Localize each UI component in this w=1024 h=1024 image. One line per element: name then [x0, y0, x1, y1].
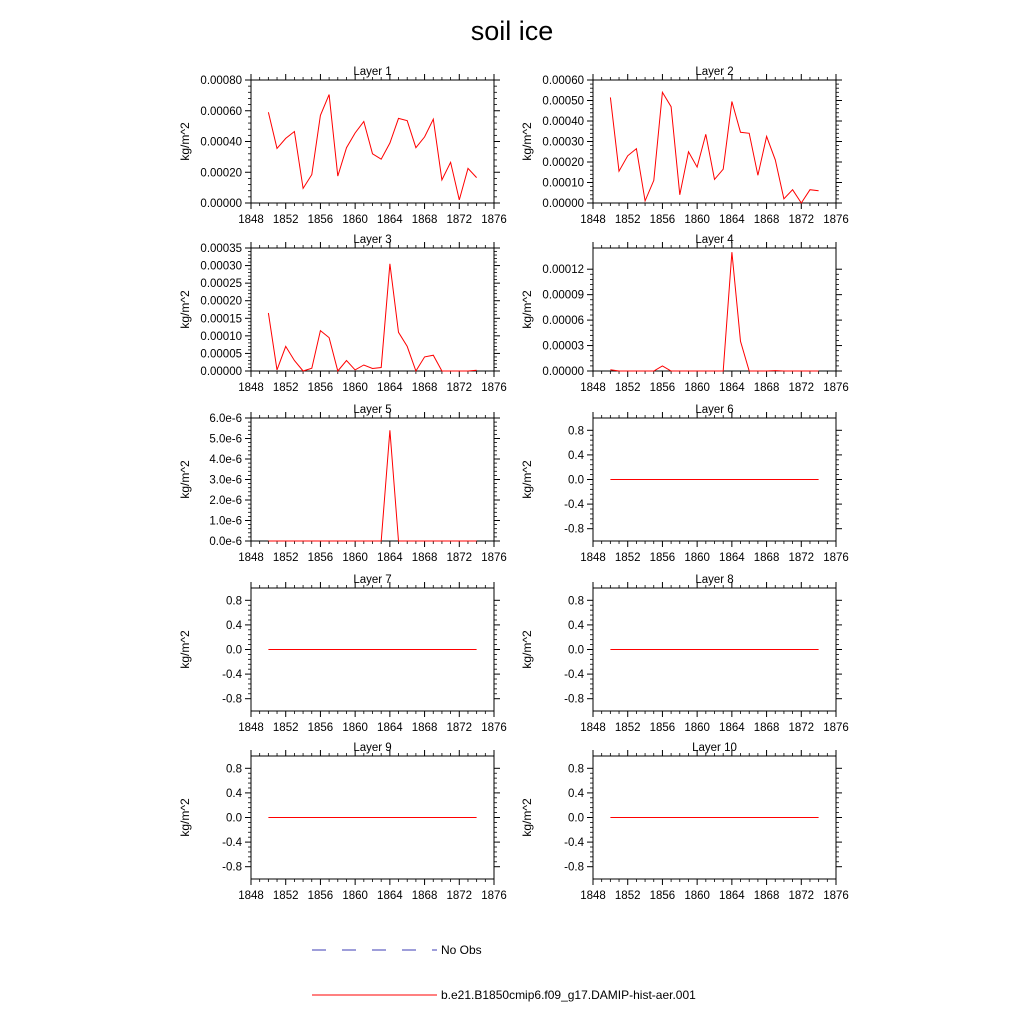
panel-layer-9	[178, 742, 507, 902]
y-tick-label: 0.4	[568, 619, 584, 632]
x-tick-label: 1872	[446, 214, 473, 226]
y-tick-label: -0.4	[222, 837, 242, 850]
x-tick-label: 1868	[753, 552, 780, 564]
y-tick-label: 0.8	[568, 595, 584, 608]
x-tick-label: 1860	[342, 382, 368, 394]
y-tick-label: -0.8	[564, 693, 584, 706]
panel-layer-4	[520, 234, 849, 394]
y-tick-label: 0.00030	[542, 136, 584, 149]
x-tick-label: 1856	[649, 382, 676, 394]
x-tick-label: 1848	[580, 382, 606, 394]
x-tick-label: 1856	[307, 722, 334, 734]
panel-layer-6	[520, 404, 849, 564]
y-tick-label: -0.8	[564, 523, 584, 536]
x-tick-label: 1852	[272, 722, 299, 734]
x-tick-label: 1848	[580, 214, 606, 226]
y-axis-label: kg/m^2	[178, 798, 192, 837]
plot-frame	[593, 248, 836, 371]
panel-title-layer-5: Layer 5	[353, 404, 392, 416]
y-tick-label: -0.4	[564, 669, 584, 682]
y-tick-label: 0.00015	[200, 313, 242, 326]
x-tick-label: 1860	[684, 382, 710, 394]
x-tick-label: 1864	[377, 722, 403, 734]
panel-layer-7	[178, 574, 507, 734]
x-tick-label: 1868	[753, 214, 780, 226]
y-axis-label: kg/m^2	[178, 122, 192, 161]
x-tick-label: 1848	[580, 890, 606, 902]
x-tick-label: 1876	[481, 890, 507, 902]
y-tick-label: 0.00060	[200, 105, 242, 118]
y-tick-label: 0.00035	[200, 243, 242, 255]
y-tick-label: 0.00020	[542, 157, 584, 169]
x-tick-label: 1868	[411, 382, 438, 394]
x-tick-label: 1864	[377, 382, 403, 394]
x-tick-label: 1876	[481, 382, 507, 394]
y-tick-label: 0.00010	[200, 330, 242, 343]
y-axis-label: kg/m^2	[178, 290, 192, 329]
x-tick-label: 1864	[719, 722, 745, 734]
x-tick-label: 1856	[649, 552, 676, 564]
x-tick-label: 1856	[307, 214, 334, 226]
figure-title: soil ice	[470, 16, 554, 46]
x-tick-label: 1852	[614, 214, 641, 226]
y-tick-label: 0.4	[568, 449, 584, 462]
y-tick-label: 0.00020	[200, 295, 242, 308]
x-tick-label: 1872	[788, 722, 815, 734]
x-tick-label: 1864	[719, 382, 745, 394]
y-tick-label: 0.00009	[542, 289, 584, 302]
panel-layer-2	[520, 66, 849, 226]
x-tick-label: 1876	[823, 552, 849, 564]
x-tick-label: 1852	[272, 382, 299, 394]
x-tick-label: 1852	[614, 382, 641, 394]
y-tick-label: 0.8	[226, 595, 242, 608]
x-tick-label: 1872	[446, 552, 473, 564]
y-tick-label: 0.00010	[542, 177, 584, 190]
x-tick-label: 1856	[649, 890, 676, 902]
y-axis-label: kg/m^2	[178, 630, 192, 669]
x-tick-label: 1876	[481, 722, 507, 734]
x-tick-label: 1868	[753, 382, 780, 394]
x-tick-label: 1860	[684, 214, 710, 226]
x-tick-label: 1872	[788, 890, 815, 902]
x-tick-label: 1848	[238, 382, 264, 394]
x-tick-label: 1848	[238, 890, 264, 902]
x-tick-label: 1876	[823, 214, 849, 226]
y-tick-label: 1.0e-6	[209, 515, 242, 528]
x-tick-label: 1852	[614, 890, 641, 902]
y-tick-label: 0.00025	[200, 278, 242, 291]
plot-frame	[593, 80, 836, 203]
y-axis-label: kg/m^2	[520, 798, 534, 837]
series-line-layer-5	[268, 430, 476, 541]
series-line-layer-2	[610, 92, 818, 203]
x-tick-label: 1876	[823, 382, 849, 394]
x-tick-label: 1868	[411, 214, 438, 226]
x-tick-label: 1872	[788, 552, 815, 564]
y-tick-label: 0.0	[568, 644, 584, 657]
y-tick-label: 0.8	[226, 763, 242, 776]
plot-frame	[251, 80, 494, 203]
x-tick-label: 1860	[684, 890, 710, 902]
y-axis-label: kg/m^2	[520, 630, 534, 669]
y-tick-label: 0.8	[568, 425, 584, 438]
x-tick-label: 1872	[446, 382, 473, 394]
x-tick-label: 1852	[272, 890, 299, 902]
plot-frame	[251, 248, 494, 371]
y-tick-label: 0.4	[226, 787, 242, 800]
x-tick-label: 1860	[684, 552, 710, 564]
y-tick-label: 0.00030	[200, 260, 242, 273]
panel-title-layer-2: Layer 2	[695, 66, 734, 78]
y-tick-label: 0.00000	[200, 198, 242, 210]
panel-title-layer-3: Layer 3	[353, 234, 392, 246]
x-tick-label: 1868	[411, 722, 438, 734]
x-tick-label: 1856	[307, 552, 334, 564]
y-tick-label: 0.0	[568, 812, 584, 825]
x-tick-label: 1864	[377, 552, 403, 564]
y-tick-label: 2.0e-6	[209, 495, 242, 507]
y-tick-label: -0.4	[564, 837, 584, 850]
panel-layer-1	[178, 66, 507, 226]
panel-layer-3	[178, 234, 507, 394]
y-tick-label: -0.8	[222, 693, 242, 706]
y-tick-label: -0.4	[222, 669, 242, 682]
x-tick-label: 1860	[342, 722, 368, 734]
y-tick-label: 0.0	[226, 644, 242, 657]
x-tick-label: 1852	[614, 722, 641, 734]
y-tick-label: 0.4	[568, 787, 584, 800]
x-tick-label: 1864	[719, 214, 745, 226]
x-tick-label: 1876	[823, 722, 849, 734]
x-tick-label: 1876	[481, 552, 507, 564]
panel-title-layer-4: Layer 4	[695, 234, 734, 246]
panel-title-layer-1: Layer 1	[353, 66, 392, 78]
y-axis-label: kg/m^2	[178, 460, 192, 499]
y-tick-label: 0.00080	[200, 75, 242, 87]
x-tick-label: 1848	[238, 214, 264, 226]
panel-title-layer-8: Layer 8	[695, 574, 734, 586]
y-tick-label: 5.0e-6	[209, 433, 242, 446]
x-tick-label: 1852	[272, 552, 299, 564]
x-tick-label: 1868	[753, 890, 780, 902]
y-tick-label: 0.0	[568, 474, 584, 487]
series-line-layer-3	[268, 264, 476, 371]
y-tick-label: 0.00040	[200, 136, 242, 149]
x-tick-label: 1848	[580, 722, 606, 734]
y-tick-label: 6.0e-6	[209, 413, 242, 425]
x-tick-label: 1848	[238, 552, 264, 564]
x-tick-label: 1868	[411, 552, 438, 564]
x-tick-label: 1852	[272, 214, 299, 226]
x-tick-label: 1856	[649, 214, 676, 226]
chart-panels	[178, 66, 849, 902]
x-tick-label: 1868	[753, 722, 780, 734]
y-tick-label: -0.4	[564, 499, 584, 512]
y-tick-label: 0.00012	[542, 264, 584, 277]
x-tick-label: 1852	[614, 552, 641, 564]
x-tick-label: 1864	[377, 214, 403, 226]
panel-title-layer-9: Layer 9	[353, 742, 392, 754]
legend-label-no-obs: No Obs	[441, 943, 482, 957]
x-tick-label: 1872	[446, 722, 473, 734]
y-tick-label: 0.00003	[542, 340, 584, 353]
x-tick-label: 1872	[446, 890, 473, 902]
y-axis-label: kg/m^2	[520, 290, 534, 329]
y-tick-label: 0.00000	[542, 366, 584, 378]
panel-title-layer-10: Layer 10	[692, 742, 737, 754]
panel-title-layer-7: Layer 7	[353, 574, 392, 586]
y-tick-label: 0.00000	[200, 366, 242, 378]
series-line-layer-1	[268, 95, 476, 200]
x-tick-label: 1856	[307, 890, 334, 902]
x-tick-label: 1860	[684, 722, 710, 734]
y-tick-label: 0.00050	[542, 95, 584, 108]
x-tick-label: 1860	[342, 214, 368, 226]
x-tick-label: 1876	[481, 214, 507, 226]
y-tick-label: 0.00040	[542, 116, 584, 128]
y-tick-label: 0.00006	[542, 315, 584, 328]
x-tick-label: 1860	[342, 890, 368, 902]
x-tick-label: 1876	[823, 890, 849, 902]
panel-layer-8	[520, 574, 849, 734]
x-tick-label: 1856	[307, 382, 334, 394]
x-tick-label: 1864	[719, 890, 745, 902]
x-tick-label: 1860	[342, 552, 368, 564]
y-tick-label: -0.8	[222, 861, 242, 874]
y-tick-label: -0.8	[564, 861, 584, 874]
x-tick-label: 1848	[580, 552, 606, 564]
x-tick-label: 1848	[238, 722, 264, 734]
legend-label-model: b.e21.B1850cmip6.f09_g17.DAMIP-hist-aer.001	[441, 988, 696, 1002]
y-tick-label: 0.8	[568, 763, 584, 776]
y-tick-label: 0.00060	[542, 75, 584, 87]
panel-layer-5	[178, 404, 507, 564]
x-tick-label: 1872	[788, 214, 815, 226]
x-tick-label: 1856	[649, 722, 676, 734]
y-tick-label: 0.00020	[200, 167, 242, 180]
plot-frame	[251, 418, 494, 541]
y-tick-label: 0.0e-6	[209, 536, 242, 548]
y-tick-label: 3.0e-6	[209, 474, 242, 487]
y-axis-label: kg/m^2	[520, 122, 534, 161]
y-tick-label: 4.0e-6	[209, 454, 242, 466]
panel-title-layer-6: Layer 6	[695, 404, 734, 416]
y-tick-label: 0.0	[226, 812, 242, 825]
x-tick-label: 1864	[719, 552, 745, 564]
x-tick-label: 1868	[411, 890, 438, 902]
y-tick-label: 0.00000	[542, 198, 584, 210]
x-tick-label: 1864	[377, 890, 403, 902]
y-tick-label: 0.00005	[200, 348, 242, 361]
panel-layer-10	[520, 742, 849, 902]
x-tick-label: 1872	[788, 382, 815, 394]
legend	[312, 943, 696, 1002]
y-axis-label: kg/m^2	[520, 460, 534, 499]
y-tick-label: 0.4	[226, 619, 242, 632]
series-line-layer-4	[610, 252, 818, 371]
